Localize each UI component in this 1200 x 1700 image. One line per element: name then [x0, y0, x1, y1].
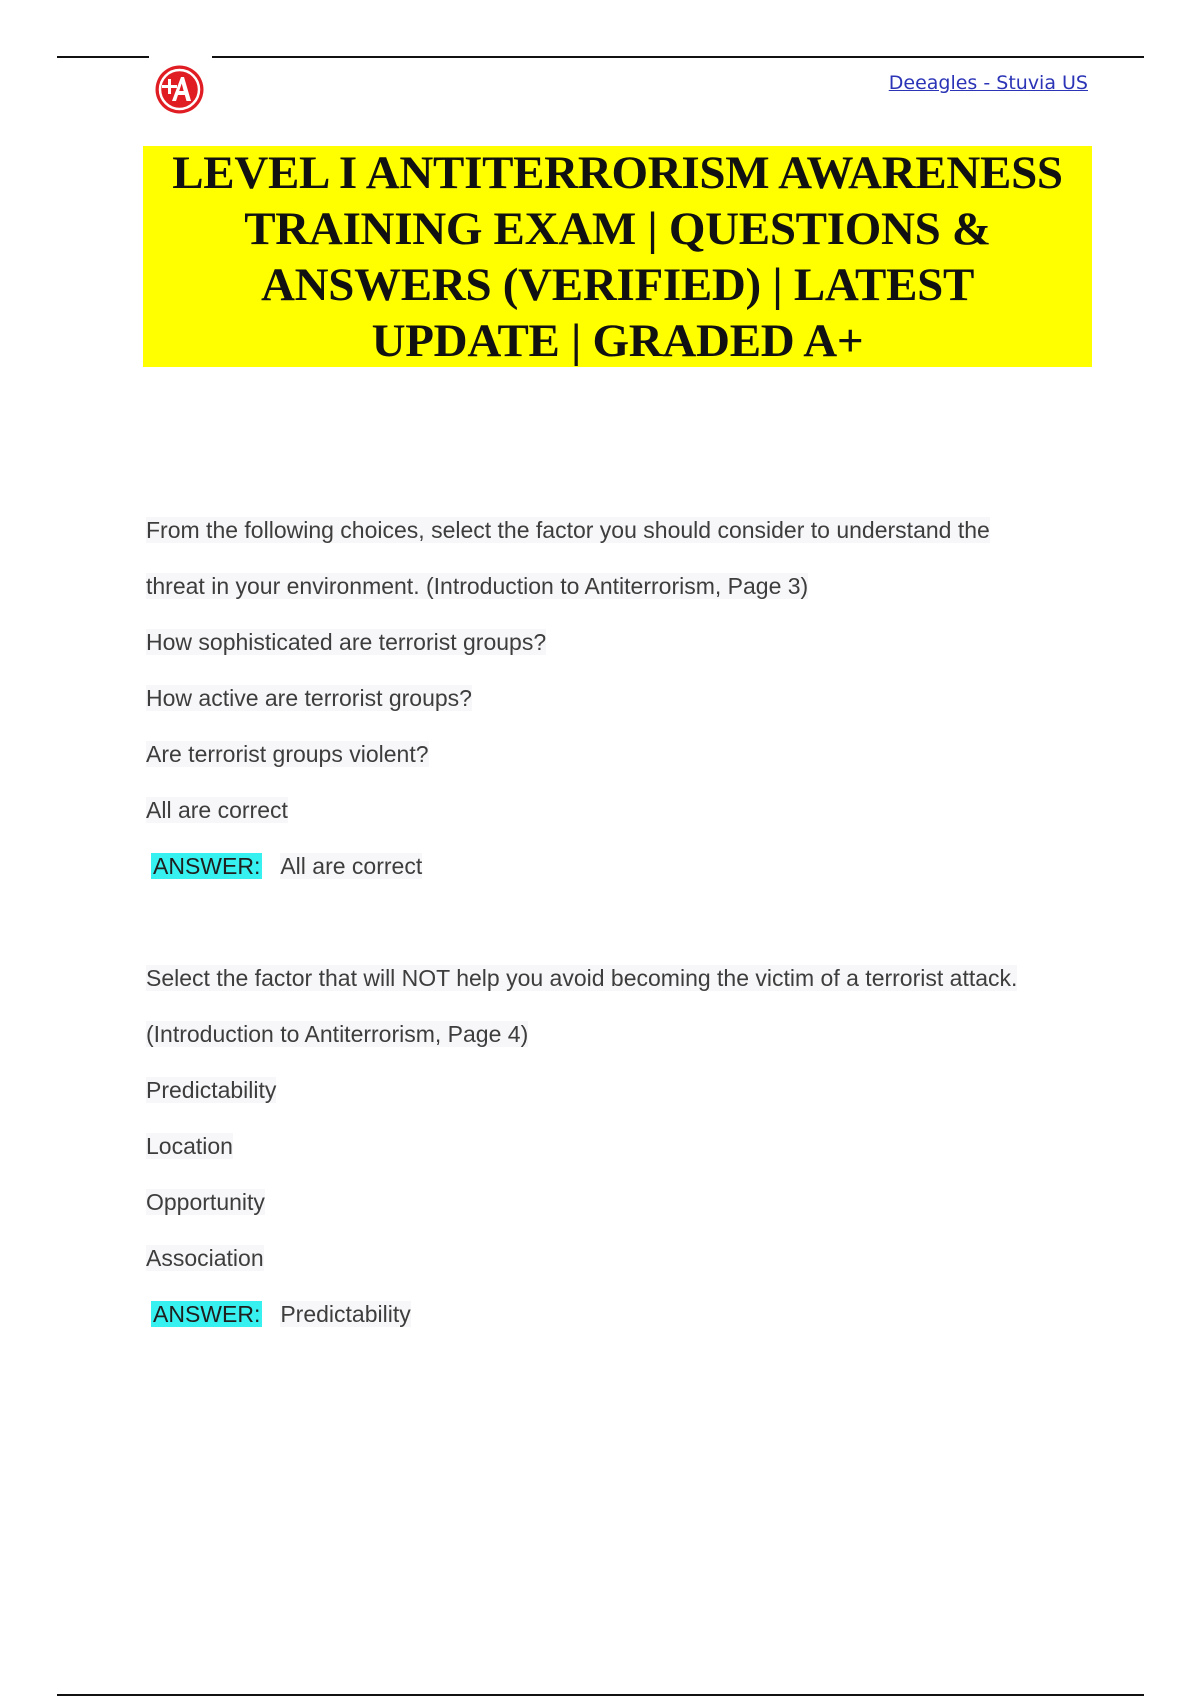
answer-option: How sophisticated are terrorist groups?	[146, 629, 547, 655]
answer-line	[146, 838, 1106, 894]
answer-option: Location	[146, 1133, 233, 1159]
questions-list	[146, 502, 1106, 1342]
answer-line	[146, 1286, 1106, 1342]
question-text-line: threat in your environment. (Introduction to Antiterrorism, Page 3)	[146, 573, 809, 599]
title-line: UPDATE | GRADED A+	[371, 314, 864, 367]
answer-option: How active are terrorist groups?	[146, 685, 472, 711]
question-text-line: From the following choices, select the factor you should consider to understand the	[146, 517, 990, 543]
question-text-line: (Introduction to Antiterrorism, Page 4)	[146, 1021, 529, 1047]
answer-label: ANSWER:	[153, 1301, 261, 1327]
footer-rule	[57, 1694, 1144, 1696]
answer-value: Predictability	[280, 1301, 411, 1327]
answer-option: Opportunity	[146, 1189, 265, 1215]
document-title	[172, 145, 1063, 369]
title-line: LEVEL I ANTITERRORISM AWARENESS	[172, 146, 1063, 199]
answer-option: Association	[146, 1245, 264, 1271]
question-block-2	[146, 950, 1106, 1342]
title-line: ANSWERS (VERIFIED) | LATEST	[260, 258, 975, 311]
answer-value: All are correct	[280, 853, 423, 879]
question-spacer	[146, 894, 1106, 950]
title-line: TRAINING EXAM | QUESTIONS &	[244, 202, 991, 255]
question-text-line: Select the factor that will NOT help you avoid becoming the victim of a terrorist attack.	[146, 965, 1018, 991]
circled-plus-a-logo-icon	[153, 63, 206, 116]
answer-label: ANSWER:	[153, 853, 261, 879]
header-rule-left	[57, 56, 149, 58]
author-store-link[interactable]: Deeagles - Stuvia US	[888, 72, 1088, 94]
answer-option: Are terrorist groups violent?	[146, 741, 429, 767]
title-highlight-box	[143, 146, 1092, 367]
answer-option: Predictability	[146, 1077, 277, 1103]
question-block-1	[146, 502, 1106, 894]
header-rule-right	[212, 56, 1144, 58]
answer-option: All are correct	[146, 797, 288, 823]
